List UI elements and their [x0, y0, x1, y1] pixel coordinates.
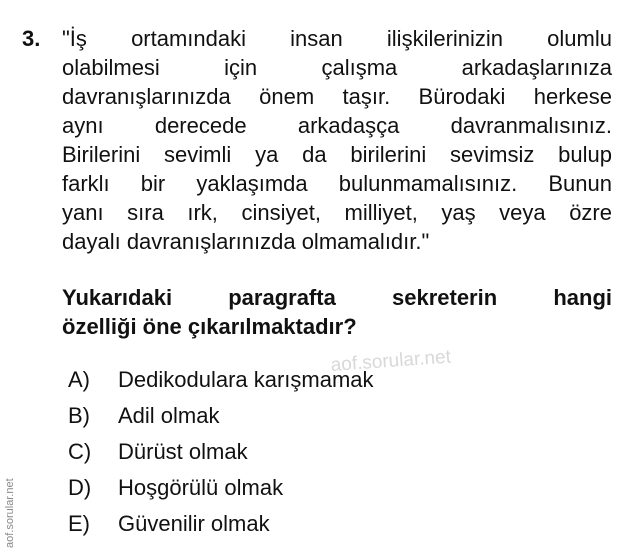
answer-options — [68, 362, 374, 542]
option-d[interactable] — [68, 470, 374, 506]
prompt-line: Yukarıdaki paragrafta sekreterin hangi — [62, 285, 612, 310]
option-text: Güvenilir olmak — [118, 511, 270, 536]
question-number: 3. — [22, 26, 41, 51]
passage-line: dayalı davranışlarınızda olmamalıdır." — [62, 229, 430, 254]
passage-line: yanı sıra ırk, cinsiyet, milliyet, yaş veya özre — [62, 200, 612, 225]
option-letter: C) — [68, 439, 92, 464]
option-letter: E) — [68, 511, 90, 536]
option-a[interactable] — [68, 362, 374, 398]
passage-line: olabilmesi için çalışma arkadaşlarınıza — [62, 55, 612, 80]
question-prompt — [62, 283, 612, 341]
option-e[interactable] — [68, 506, 374, 542]
option-letter: A) — [68, 367, 90, 392]
option-text: Adil olmak — [118, 403, 220, 428]
passage-line: aynı derecede arkadaşça davranmalısınız. — [62, 113, 612, 138]
passage-line: davranışlarınızda önem taşır. Bürodaki herkese — [62, 84, 612, 109]
option-text: Hoşgörülü olmak — [118, 475, 284, 500]
passage-line: farklı bir yaklaşımda bulunmamalısınız. Bunun — [62, 171, 612, 196]
question-passage — [62, 24, 612, 256]
option-b[interactable] — [68, 398, 374, 434]
option-letter: D) — [68, 475, 92, 500]
prompt-line: özelliği öne çıkarılmaktadır? — [62, 314, 357, 339]
passage-line: Birilerini sevimli ya da birilerini sevimsiz bulup — [62, 142, 612, 167]
watermark: aof.sorular.net — [330, 346, 452, 376]
option-text: Dürüst olmak — [118, 439, 248, 464]
passage-line: "İş ortamındaki insan ilişkilerinizin olumlu — [62, 26, 612, 51]
option-letter: B) — [68, 403, 90, 428]
option-text: Dedikodulara karışmamak — [118, 367, 374, 392]
side-watermark: aof.sorular.net — [4, 478, 16, 548]
option-c[interactable] — [68, 434, 374, 470]
